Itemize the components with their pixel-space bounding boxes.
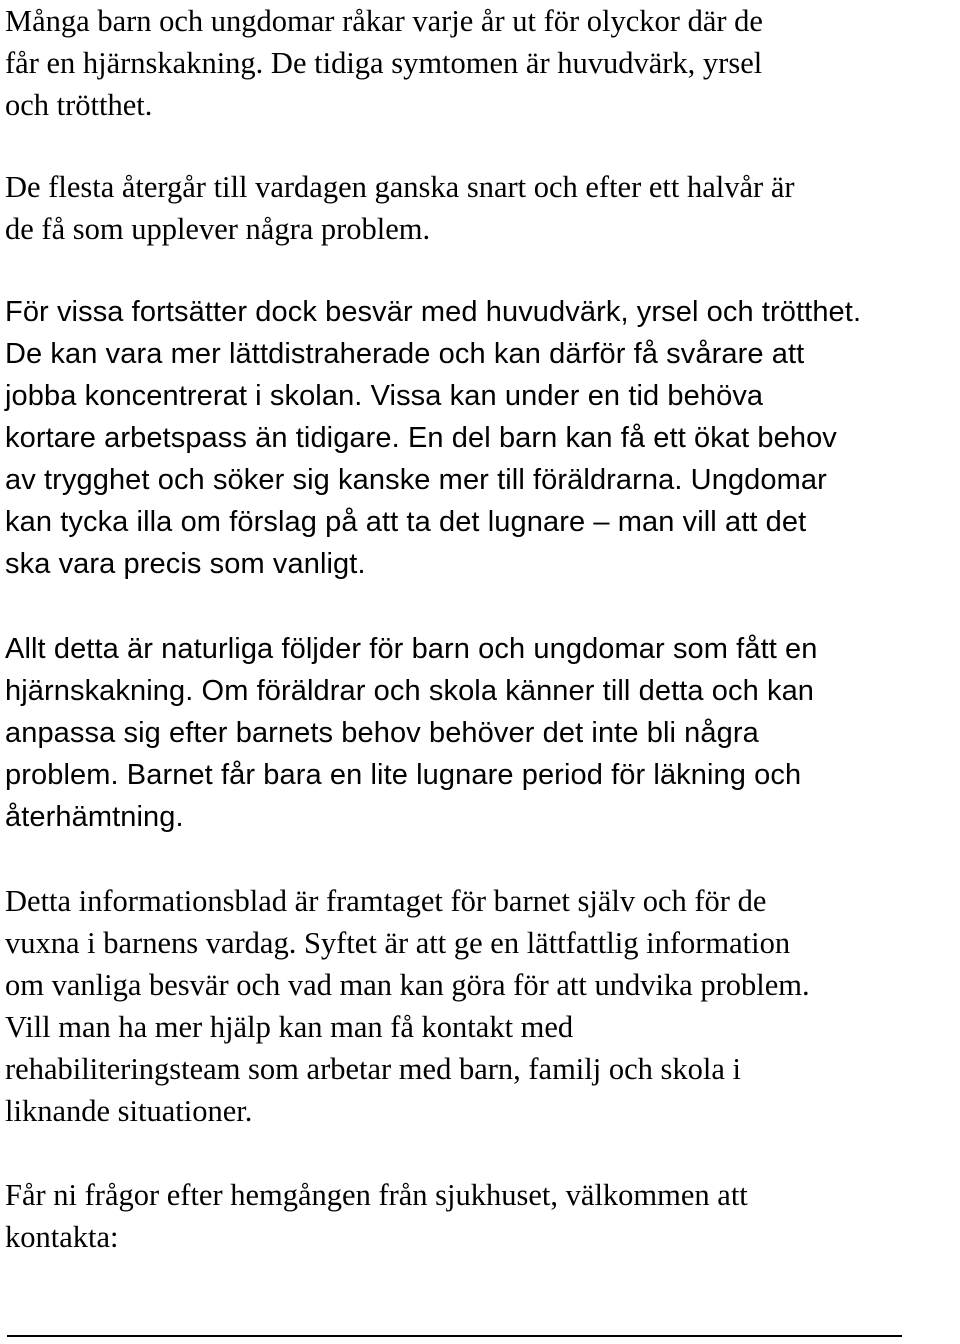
contact-signature-area (5, 1314, 905, 1344)
paragraph-recovery: De flesta återgår till vardagen ganska snart och efter ett halvår är de få som upplever några problem. (5, 170, 795, 246)
paragraph-symptoms: För vissa fortsätter dock besvär med huvudvärk, yrsel och trötthet. De kan vara mer lättdistraherade och kan därför få svårare att jobba koncentrerat i skolan. Vissa kan under en tid behöva kortare arbetspass än tidigare. En del barn kan få ett ökat behov av trygghet och söker sig kanske mer till föräldrarna. Ungdomar kan tycka illa om förslag på att ta det lugnare – man vill att det ska vara precis som vanligt. (5, 296, 862, 580)
paragraph-natural-consequences: Allt detta är naturliga följder för barn och ungdomar som fått en hjärnskakning. Om föräldrar och skola känner till detta och kan anpassa sig efter barnets behov behöver det inte bli några problem. Barnet får bara en lite lugnare period för läkning och återhämtning. (5, 633, 818, 833)
paragraph-intro: Många barn och ungdomar råkar varje år ut för olyckor där de får en hjärnskakning. De tidiga symtomen är huvudvärk, yrsel och trötthet. (5, 4, 763, 122)
paragraph-contact: Får ni frågor efter hemgången från sjukhuset, välkommen att kontakta: (5, 1178, 748, 1254)
contact-signature-line (7, 1335, 902, 1337)
paragraph-purpose: Detta informationsblad är framtaget för barnet själv och för de vuxna i barnens vardag. Syftet är att ge en lättfattlig information om vanliga besvär och vad man kan göra för att undvika problem. Vill man ha mer hjälp kan man få kontakt med rehabiliteringsteam som arbetar med barn, familj och skola i liknande situationer. (5, 884, 810, 1128)
